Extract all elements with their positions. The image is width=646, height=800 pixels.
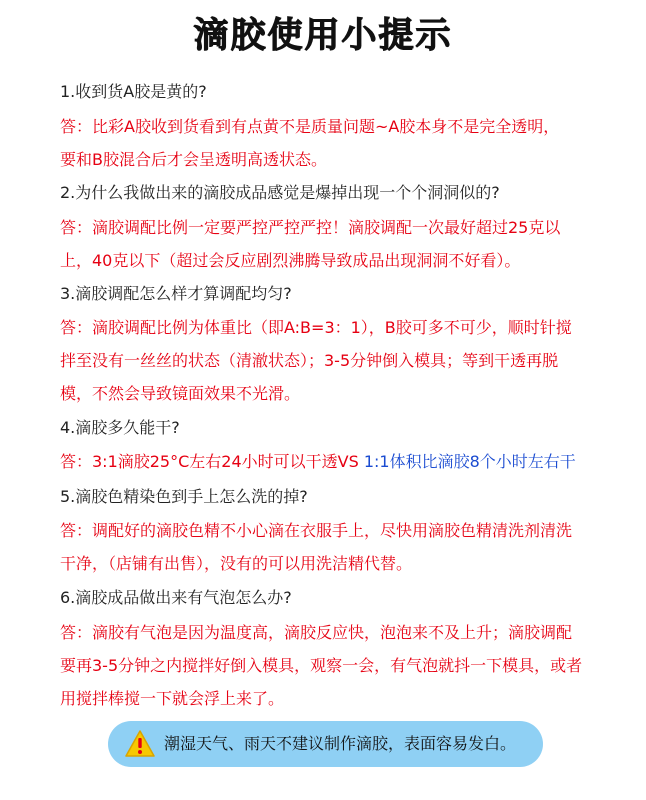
answer-6-line-1: 答：滴胶有气泡是因为温度高，滴胶反应快，泡泡来不及上升；滴胶调配 bbox=[60, 623, 573, 642]
answer-2-line-2: 上，40克以下（超过会反应剧烈沸腾导致成品出现洞洞不好看）。 bbox=[60, 251, 521, 270]
notice-banner bbox=[108, 721, 543, 767]
answer-6-line-2: 要再3-5分钟之内搅拌好倒入模具，观察一会，有气泡就抖一下模具，或者 bbox=[60, 656, 583, 675]
question-6: 6.滴胶成品做出来有气泡怎么办? bbox=[60, 588, 292, 607]
warning-icon bbox=[125, 730, 155, 758]
answer-1-line-2: 要和B胶混合后才会呈透明高透状态。 bbox=[60, 150, 327, 169]
answer-3-line-1: 答：滴胶调配比例为体重比（即A:B=3：1），B胶可多不可少，顺时针搅 bbox=[60, 318, 572, 337]
answer-5-line-2: 干净，（店铺有出售），没有的可以用洗洁精代替。 bbox=[60, 554, 413, 573]
answer-4-part-red: 答：3:1滴胶25°C左右24小时可以干透VS bbox=[60, 452, 364, 471]
page-title: 滴胶使用小提示 bbox=[193, 16, 453, 56]
question-4: 4.滴胶多久能干? bbox=[60, 418, 180, 437]
question-5: 5.滴胶色精染色到手上怎么洗的掉? bbox=[60, 487, 308, 506]
answer-2-line-1: 答：滴胶调配比例一定要严控严控严控！滴胶调配一次最好超过25克以 bbox=[60, 218, 561, 237]
answer-1-line-1: 答：比彩A胶收到货看到有点黄不是质量问题~A胶本身不是完全透明， bbox=[60, 117, 560, 136]
answer-3-line-2: 拌至没有一丝丝的状态（清澈状态）；3-5分钟倒入模具；等到干透再脱 bbox=[60, 351, 559, 370]
answer-5-line-1: 答：调配好的滴胶色精不小心滴在衣服手上，尽快用滴胶色精清洗剂清洗 bbox=[60, 521, 573, 540]
question-2: 2.为什么我做出来的滴胶成品感觉是爆掉出现一个个洞洞似的? bbox=[60, 183, 500, 202]
answer-4-part-blue: 1:1体积比滴胶8个小时左右干 bbox=[363, 452, 576, 471]
answer-4 bbox=[60, 452, 576, 472]
question-3: 3.滴胶调配怎么样才算调配均匀? bbox=[60, 284, 292, 303]
answer-3-line-3: 模，不然会导致镜面效果不光滑。 bbox=[60, 384, 301, 403]
notice-text: 潮湿天气、雨天不建议制作滴胶，表面容易发白。 bbox=[164, 734, 517, 753]
question-1: 1.收到货A胶是黄的? bbox=[60, 82, 207, 101]
answer-6-line-3: 用搅拌棒搅一下就会浮上来了。 bbox=[60, 689, 285, 708]
